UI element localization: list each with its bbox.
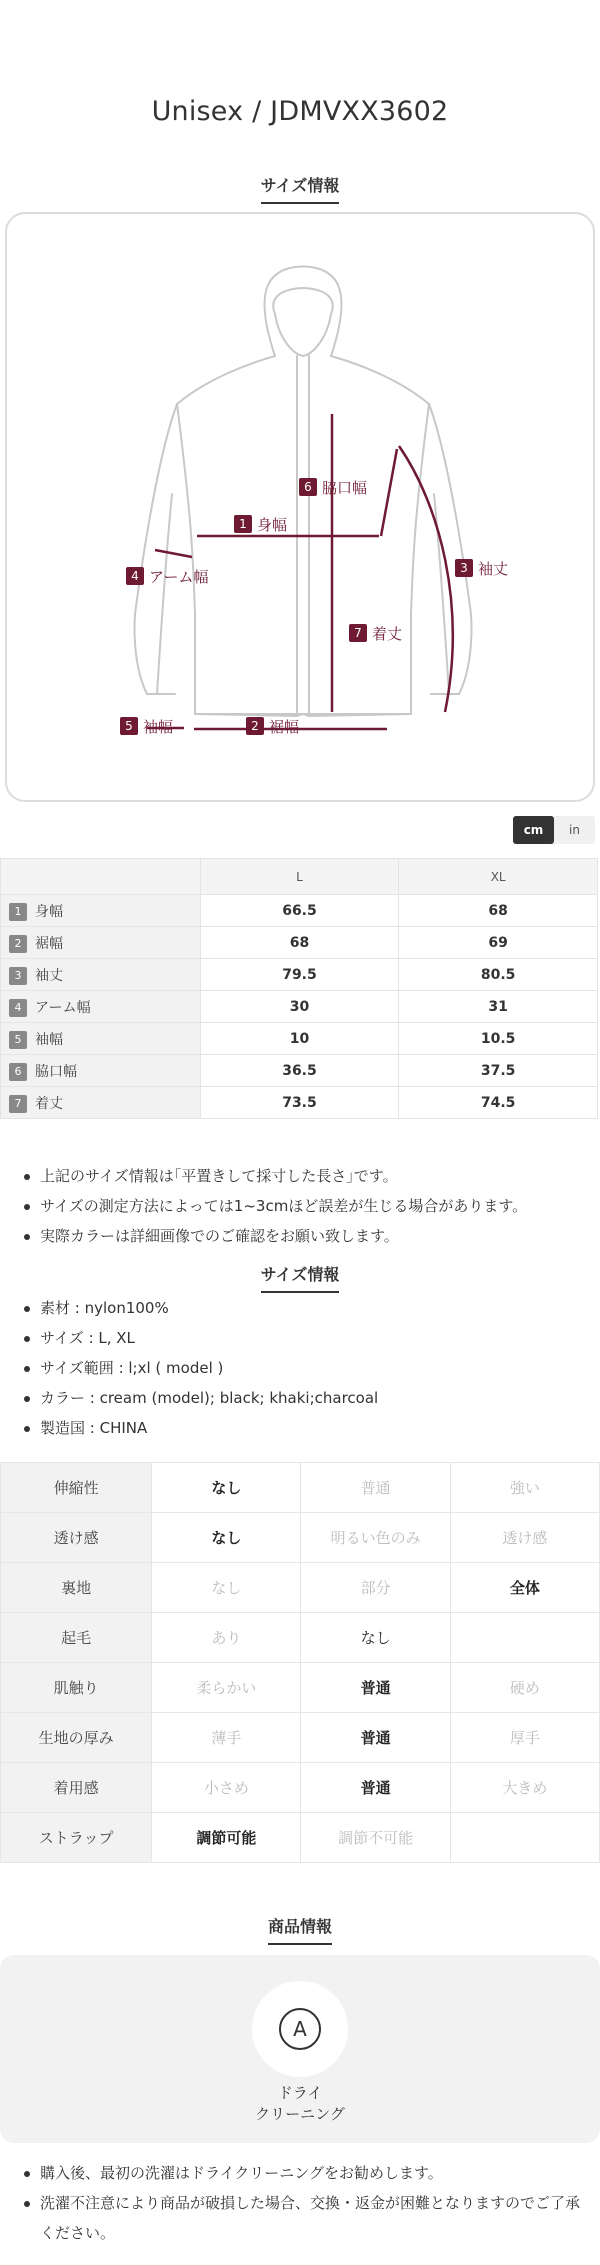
attr-option: あり	[152, 1613, 301, 1663]
list-item: 製造国 : CHINA	[22, 1413, 582, 1443]
attr-label: 生地の厚み	[1, 1713, 152, 1763]
row-number-badge: 6	[9, 1063, 27, 1081]
diagram-label-1: 身幅	[257, 516, 288, 534]
fabric-attribute-table	[0, 1462, 600, 1863]
row-label: 裾幅	[35, 935, 63, 952]
attr-option: 大きめ	[450, 1763, 599, 1813]
care-label-line2: クリーニング	[255, 2105, 345, 2123]
cell-value: 66.5	[200, 895, 399, 927]
cell-value: 80.5	[399, 959, 598, 991]
diagram-num-4: 4	[131, 569, 139, 583]
table-row	[1, 1613, 600, 1663]
size-table	[0, 858, 598, 1119]
attr-option: 普通	[301, 1463, 450, 1513]
table-row	[1, 895, 598, 927]
size-info-heading: サイズ情報	[0, 173, 600, 204]
list-item: サイズの測定方法によっては1~3cmほど誤差が生じる場合があります。	[22, 1191, 582, 1221]
diagram-label-4: アーム幅	[149, 568, 209, 586]
row-label: 身幅	[35, 903, 63, 920]
attr-option: 普通	[301, 1713, 450, 1763]
table-row	[1, 927, 598, 959]
attr-option: 薄手	[152, 1713, 301, 1763]
row-label: 着丈	[35, 1095, 63, 1112]
attr-label: ストラップ	[1, 1813, 152, 1863]
cell-value: 79.5	[200, 959, 399, 991]
attr-option: 調節可能	[152, 1813, 301, 1863]
list-item: 洗濯不注意により商品が破損した場合、交換・返金が困難となりますのでご了承ください。	[22, 2188, 582, 2248]
attr-option: 小さめ	[152, 1763, 301, 1813]
table-row	[1, 1055, 598, 1087]
attr-option: 部分	[301, 1563, 450, 1613]
diagram-label-7: 着丈	[372, 625, 403, 643]
cell-value: 68	[399, 895, 598, 927]
diagram-num-2: 2	[251, 719, 259, 733]
attr-option: 普通	[301, 1763, 450, 1813]
row-number-badge: 4	[9, 999, 27, 1017]
size-notes	[22, 1161, 582, 1251]
diagram-label-texts	[143, 479, 508, 736]
list-item: カラー : cream (model); black; khaki;charcoal	[22, 1383, 582, 1413]
care-label	[0, 2083, 600, 2125]
table-row	[1, 1563, 600, 1613]
care-notes	[22, 2158, 582, 2248]
cell-value: 10	[200, 1023, 399, 1055]
cell-value: 69	[399, 927, 598, 959]
list-item: 上記のサイズ情報は｢平置きして採寸した長さ｣です。	[22, 1161, 582, 1191]
attr-option: 厚手	[450, 1713, 599, 1763]
diagram-num-7: 7	[354, 626, 362, 640]
cell-value: 31	[399, 991, 598, 1023]
row-label: アーム幅	[35, 999, 91, 1016]
attr-option: 強い	[450, 1463, 599, 1513]
table-row	[1, 959, 598, 991]
attr-option: 全体	[450, 1563, 599, 1613]
list-item: サイズ範囲 : l;xl ( model )	[22, 1353, 582, 1383]
attr-option: なし	[152, 1513, 301, 1563]
attr-option: なし	[152, 1463, 301, 1513]
attr-option: 普通	[301, 1663, 450, 1713]
unit-toggle	[513, 816, 595, 844]
attr-label: 着用感	[1, 1763, 152, 1813]
attr-option: 硬め	[450, 1663, 599, 1713]
table-row	[1, 1713, 600, 1763]
cell-value: 36.5	[200, 1055, 399, 1087]
attr-label: 肌触り	[1, 1663, 152, 1713]
cell-value: 74.5	[399, 1087, 598, 1119]
cell-value: 10.5	[399, 1023, 598, 1055]
row-number-badge: 1	[9, 903, 27, 921]
care-label-line1: ドライ	[277, 2084, 323, 2102]
dry-clean-icon: A	[279, 2008, 321, 2050]
row-number-badge: 2	[9, 935, 27, 953]
row-number-badge: 3	[9, 967, 27, 985]
row-number-badge: 7	[9, 1095, 27, 1113]
attr-option: なし	[301, 1613, 450, 1663]
table-row	[1, 1663, 600, 1713]
attr-option: 透け感	[450, 1513, 599, 1563]
table-row	[1, 1463, 600, 1513]
cell-value: 30	[200, 991, 399, 1023]
cell-value: 68	[200, 927, 399, 959]
list-item: 素材 : nylon100%	[22, 1293, 582, 1323]
cell-value: 37.5	[399, 1055, 598, 1087]
size-table-corner	[1, 859, 201, 895]
care-panel	[0, 1955, 600, 2143]
row-label: 袖丈	[35, 967, 63, 984]
product-info-heading: 商品情報	[0, 1914, 600, 1945]
table-row	[1, 1813, 600, 1863]
attr-option: 明るい色のみ	[301, 1513, 450, 1563]
diagram-num-3: 3	[460, 561, 468, 575]
diagram-label-3: 袖丈	[478, 560, 509, 578]
size-col-xl: XL	[399, 859, 598, 895]
attr-option	[450, 1613, 599, 1663]
spec-list	[22, 1293, 582, 1443]
unit-in-button[interactable]: in	[569, 823, 580, 837]
table-row	[1, 991, 598, 1023]
attr-option: 柔らかい	[152, 1663, 301, 1713]
row-number-badge: 5	[9, 1031, 27, 1049]
list-item: 購入後、最初の洗濯はドライクリーニングをお勧めします。	[22, 2158, 582, 2188]
diagram-num-5: 5	[125, 719, 133, 733]
attr-option: なし	[152, 1563, 301, 1613]
table-row	[1, 1023, 598, 1055]
table-row	[1, 1087, 598, 1119]
product-title: Unisex / JDMVXX3602	[151, 96, 449, 127]
attr-label: 裏地	[1, 1563, 152, 1613]
unit-cm-button[interactable]: cm	[513, 816, 554, 844]
attr-option: 調節不可能	[301, 1813, 450, 1863]
table-row	[1, 1513, 600, 1563]
list-item: 実際カラーは詳細画像でのご確認をお願い致します。	[22, 1221, 582, 1251]
diagram-num-1: 1	[239, 517, 247, 531]
spec-heading: サイズ情報	[0, 1262, 600, 1293]
attr-label: 起毛	[1, 1613, 152, 1663]
table-row	[1, 1763, 600, 1813]
row-label: 袖幅	[35, 1031, 63, 1048]
attr-label: 伸縮性	[1, 1463, 152, 1513]
list-item: サイズ : L, XL	[22, 1323, 582, 1353]
row-label: 脇口幅	[35, 1063, 77, 1080]
size-table-header	[1, 859, 598, 895]
diagram-label-2: 裾幅	[269, 718, 300, 736]
attr-option	[450, 1813, 599, 1863]
attr-label: 透け感	[1, 1513, 152, 1563]
cell-value: 73.5	[200, 1087, 399, 1119]
size-col-l: L	[200, 859, 399, 895]
diagram-label-5: 袖幅	[143, 718, 174, 736]
jacket-illustration	[7, 214, 597, 804]
diagram-label-6: 脇口幅	[322, 479, 368, 497]
diagram-num-6: 6	[304, 480, 312, 494]
size-diagram	[5, 212, 595, 802]
